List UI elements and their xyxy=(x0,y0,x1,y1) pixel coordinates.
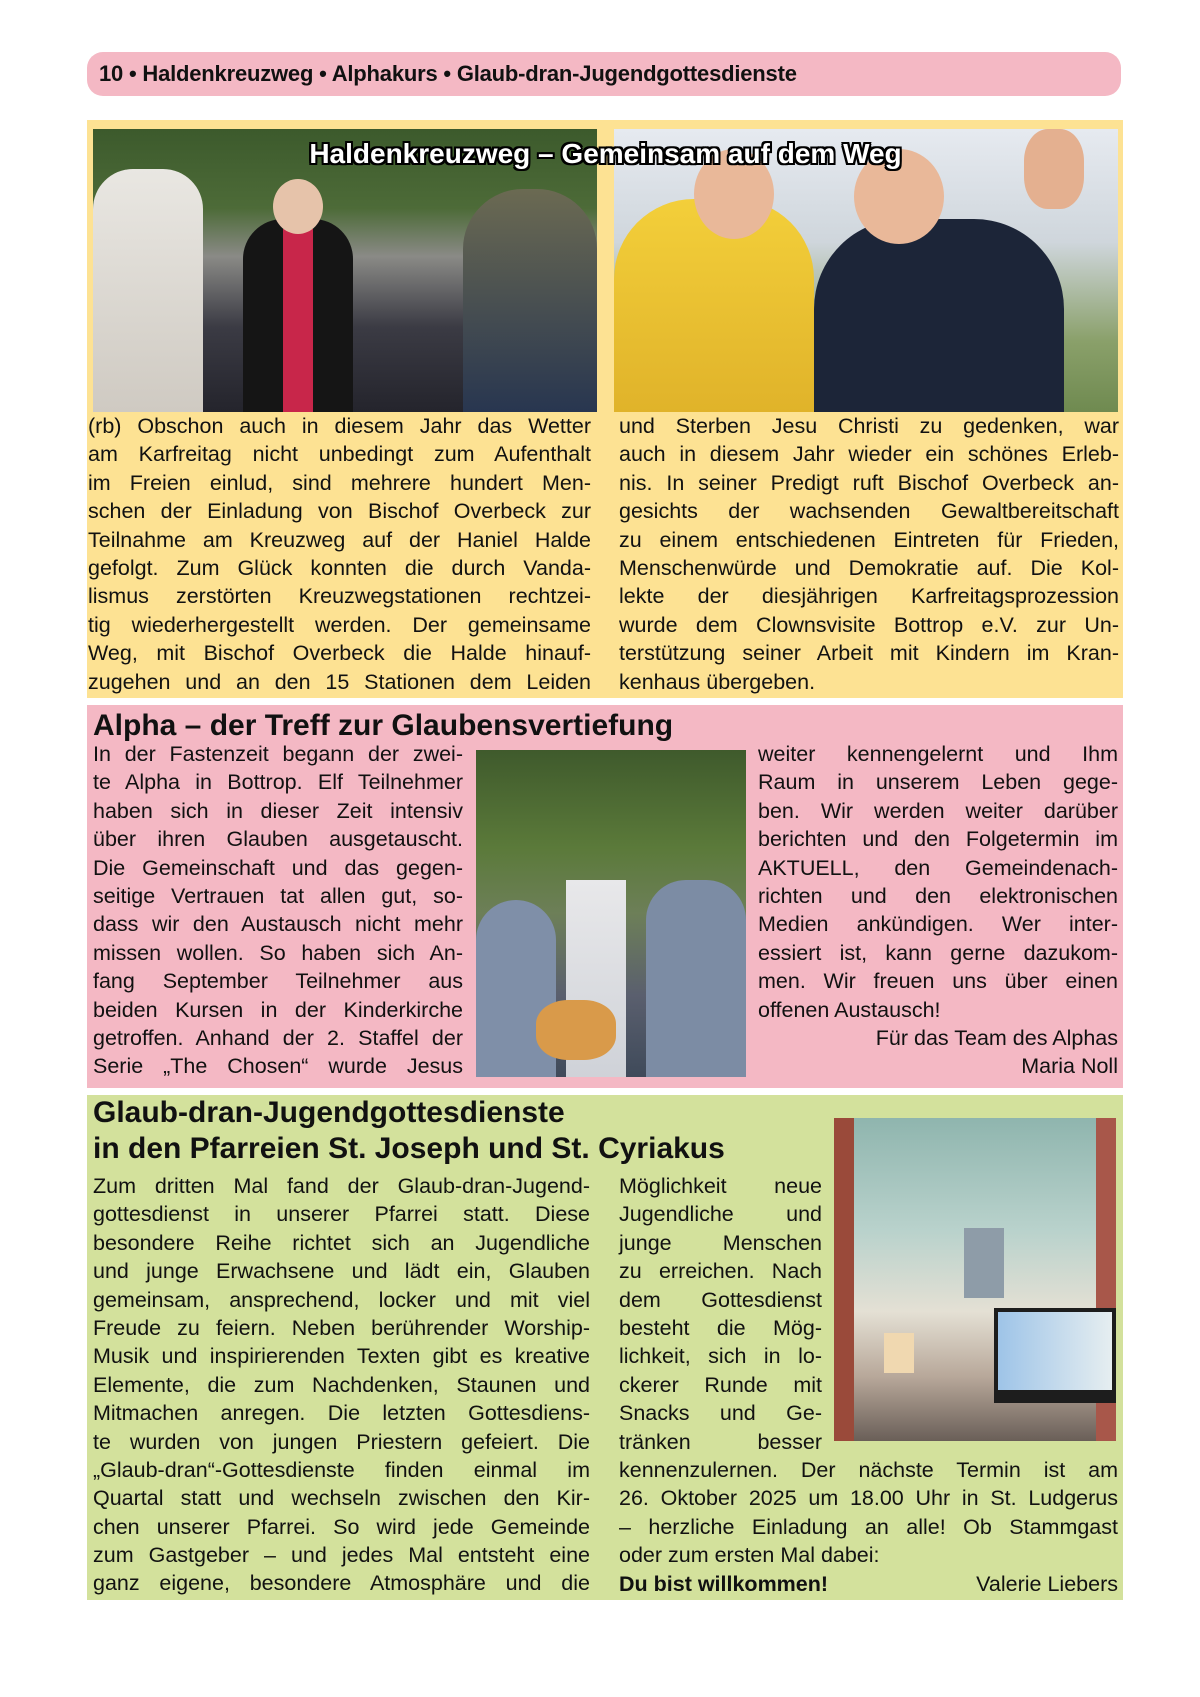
text-line: nis. In seiner Predigt ruft Bischof Overbeck an- xyxy=(619,470,1119,495)
text-line: und junge Erwachsene und lädt ein, Glauben xyxy=(93,1259,590,1284)
text-line: richten und den elektronischen xyxy=(758,883,1118,908)
text-line: gefolgt. Zum Glück konnten die durch Vanda- xyxy=(88,555,591,580)
glaub-text-right-wide xyxy=(619,1456,1118,1570)
alpha-text-right xyxy=(758,740,1118,1024)
text-line: kenhaus übergeben. xyxy=(619,669,816,694)
text-line: am Karfreitag nicht unbedingt zum Aufenthalt xyxy=(88,442,591,467)
text-line: gottesdienst in unserer Pfarrei statt. Diese xyxy=(93,1202,590,1227)
text-line: getroffen. Anhand der 2. Staffel der xyxy=(93,1025,463,1050)
text-line: im Freien einlud, sind mehrere hundert Men- xyxy=(88,470,591,495)
photo-procession-crowd xyxy=(93,129,597,412)
text-line: Freude zu feiern. Neben berührender Worship- xyxy=(93,1315,590,1340)
text-line: Serie „The Chosen“ wurde Jesus xyxy=(93,1054,463,1079)
page-header-bar xyxy=(87,52,1121,96)
photo-clowns xyxy=(614,129,1118,412)
text-line: gemeinsam, ansprechend, locker und mit viel xyxy=(93,1287,590,1312)
text-line: Mitmachen anregen. Die letzten Gottesdiens- xyxy=(93,1401,590,1426)
alpha-title: Alpha – der Treff zur Glaubensvertiefung xyxy=(93,709,674,742)
text-line: „Glaub-dran“-Gottesdienste finden einmal im xyxy=(93,1457,590,1482)
text-line: kennenzulernen. Der nächste Termin ist am xyxy=(619,1458,1118,1482)
text-line: Quartal statt und wechseln zwischen den Kir- xyxy=(93,1486,590,1511)
text-line: wurde dem Clownsvisite Bottrop e.V. zur Un- xyxy=(619,612,1119,637)
text-line: und Sterben Jesu Christi zu gedenken, war xyxy=(619,414,1119,438)
photo-title: Haldenkreuzweg – Gemeinsam auf dem Weg xyxy=(309,138,902,169)
text-line: zugehen und an den 15 Stationen dem Leiden xyxy=(88,669,591,694)
text-line: über ihren Glauben ausgetauscht. xyxy=(93,827,463,852)
text-line: Jugendliche und xyxy=(619,1202,822,1227)
haldenkreuzweg-text-left xyxy=(88,412,591,696)
text-line: tränken besser xyxy=(619,1429,822,1454)
text-line: seitige Vertrauen tat allen gut, so- xyxy=(93,883,463,908)
signature-name: Maria Noll xyxy=(1021,1054,1118,1079)
text-line: oder zum ersten Mal dabei: xyxy=(619,1543,880,1568)
glaub-title-line-2: in den Pfarreien St. Joseph und St. Cyriakus xyxy=(93,1132,725,1165)
text-line: beiden Kursen in der Kinderkirche xyxy=(93,997,463,1022)
text-line: ganz eigene, besondere Atmosphäre und die xyxy=(93,1571,590,1596)
text-line: missen wollen. So haben sich An- xyxy=(93,940,463,965)
closing-text: Du bist willkommen! xyxy=(619,1572,829,1596)
text-line: fang September Teilnehmer aus xyxy=(93,969,463,994)
alpha-text-left xyxy=(93,740,463,1081)
text-line: Die Gemeinschaft und das gegen- xyxy=(93,855,463,880)
text-line: auch in diesem Jahr wieder ein schönes Erleb- xyxy=(619,442,1119,467)
text-line: Weg, mit Bischof Overbeck die Halde hinauf- xyxy=(88,641,591,666)
text-line: Medien ankündigen. Wer inter- xyxy=(758,912,1118,937)
text-line: zu einem entschiedenen Eintreten für Frieden, xyxy=(619,527,1119,552)
text-line: lekte der diesjährigen Karfreitagsprozession xyxy=(619,584,1119,609)
text-line: schen der Einladung von Bischof Overbeck zur xyxy=(88,499,591,524)
text-line: 26. Oktober 2025 um 18.00 Uhr in St. Ludgerus xyxy=(619,1486,1118,1511)
text-line: berichten und den Folgetermin im xyxy=(758,827,1118,852)
text-line: haben sich in dieser Zeit intensiv xyxy=(93,798,463,823)
alpha-signature xyxy=(758,1024,1118,1081)
text-line: offenen Austausch! xyxy=(758,997,941,1022)
text-line: Menschenwürde und Demokratie auf. Die Kol- xyxy=(619,555,1119,580)
haldenkreuzweg-text-right xyxy=(619,412,1119,696)
author-name: Valerie Liebers xyxy=(976,1572,1118,1596)
text-line: In der Fastenzeit begann der zwei- xyxy=(93,742,463,766)
text-line: ckerer Runde mit xyxy=(619,1372,822,1397)
text-line: lismus zerstörten Kreuzwegstationen rechtzei- xyxy=(88,584,591,609)
text-line: Zum dritten Mal fand der Glaub-dran-Jugend- xyxy=(93,1174,590,1198)
photo-church-interior xyxy=(834,1118,1116,1441)
text-line: Teilnahme am Kreuzweg auf der Haniel Halde xyxy=(88,527,591,552)
text-line: besondere Reihe richtet sich an Jugendliche xyxy=(93,1230,590,1255)
text-line: Elemente, die zum Nachdenken, Staunen und xyxy=(93,1372,590,1397)
text-line: terstützung seiner Arbeit mit Kindern im Kran- xyxy=(619,641,1119,666)
glaub-title-line-1: Glaub-dran-Jugendgottesdienste xyxy=(93,1096,565,1129)
text-line: Möglichkeit neue xyxy=(619,1174,822,1198)
text-line: Snacks und Ge- xyxy=(619,1401,822,1426)
text-line: men. Wir freuen uns über einen xyxy=(758,969,1118,994)
signature-line: Für das Team des Alphas xyxy=(875,1026,1118,1050)
text-line: te wurden von jungen Priestern gefeiert. Die xyxy=(93,1429,590,1454)
glaub-closing-row xyxy=(619,1570,1118,1598)
text-line: Raum in unserem Leben gege- xyxy=(758,770,1118,795)
page-header-title: 10 • Haldenkreuzweg • Alphakurs • Glaub-dran-Jugendgottesdienste xyxy=(99,61,797,86)
text-line: (rb) Obschon auch in diesem Jahr das Wetter xyxy=(88,414,591,438)
text-line: dem Gottesdienst xyxy=(619,1287,822,1312)
text-line: zu erreichen. Nach xyxy=(619,1259,822,1284)
text-line: chen unserer Pfarrei. So wird jede Gemeinde xyxy=(93,1514,590,1539)
text-line: gesichts der wachsenden Gewaltbereitschaft xyxy=(619,499,1119,524)
text-line: ben. Wir werden weiter darüber xyxy=(758,798,1118,823)
glaub-text-left xyxy=(93,1172,590,1598)
text-line: junge Menschen xyxy=(619,1230,822,1255)
photo-garden-table xyxy=(476,750,746,1077)
text-line: zum Gastgeber – und jedes Mal entsteht eine xyxy=(93,1543,590,1568)
text-line: besteht die Mög- xyxy=(619,1315,822,1340)
text-line: weiter kennengelernt und Ihm xyxy=(758,742,1118,766)
text-line: lichkeit, sich in lo- xyxy=(619,1344,822,1369)
text-line: dass wir den Austausch nicht mehr xyxy=(93,912,463,937)
text-line: tig wiederhergestellt werden. Der gemeinsame xyxy=(88,612,591,637)
text-line: – herzliche Einladung an alle! Ob Stammgast xyxy=(619,1514,1118,1539)
text-line: essiert ist, kann gerne dazukom- xyxy=(758,940,1118,965)
text-line: Musik und inspirierenden Texten gibt es kreative xyxy=(93,1344,590,1369)
text-line: AKTUELL, den Gemeindenach- xyxy=(758,855,1118,880)
text-line: te Alpha in Bottrop. Elf Teilnehmer xyxy=(93,770,463,795)
glaub-text-right-narrow xyxy=(619,1172,822,1456)
